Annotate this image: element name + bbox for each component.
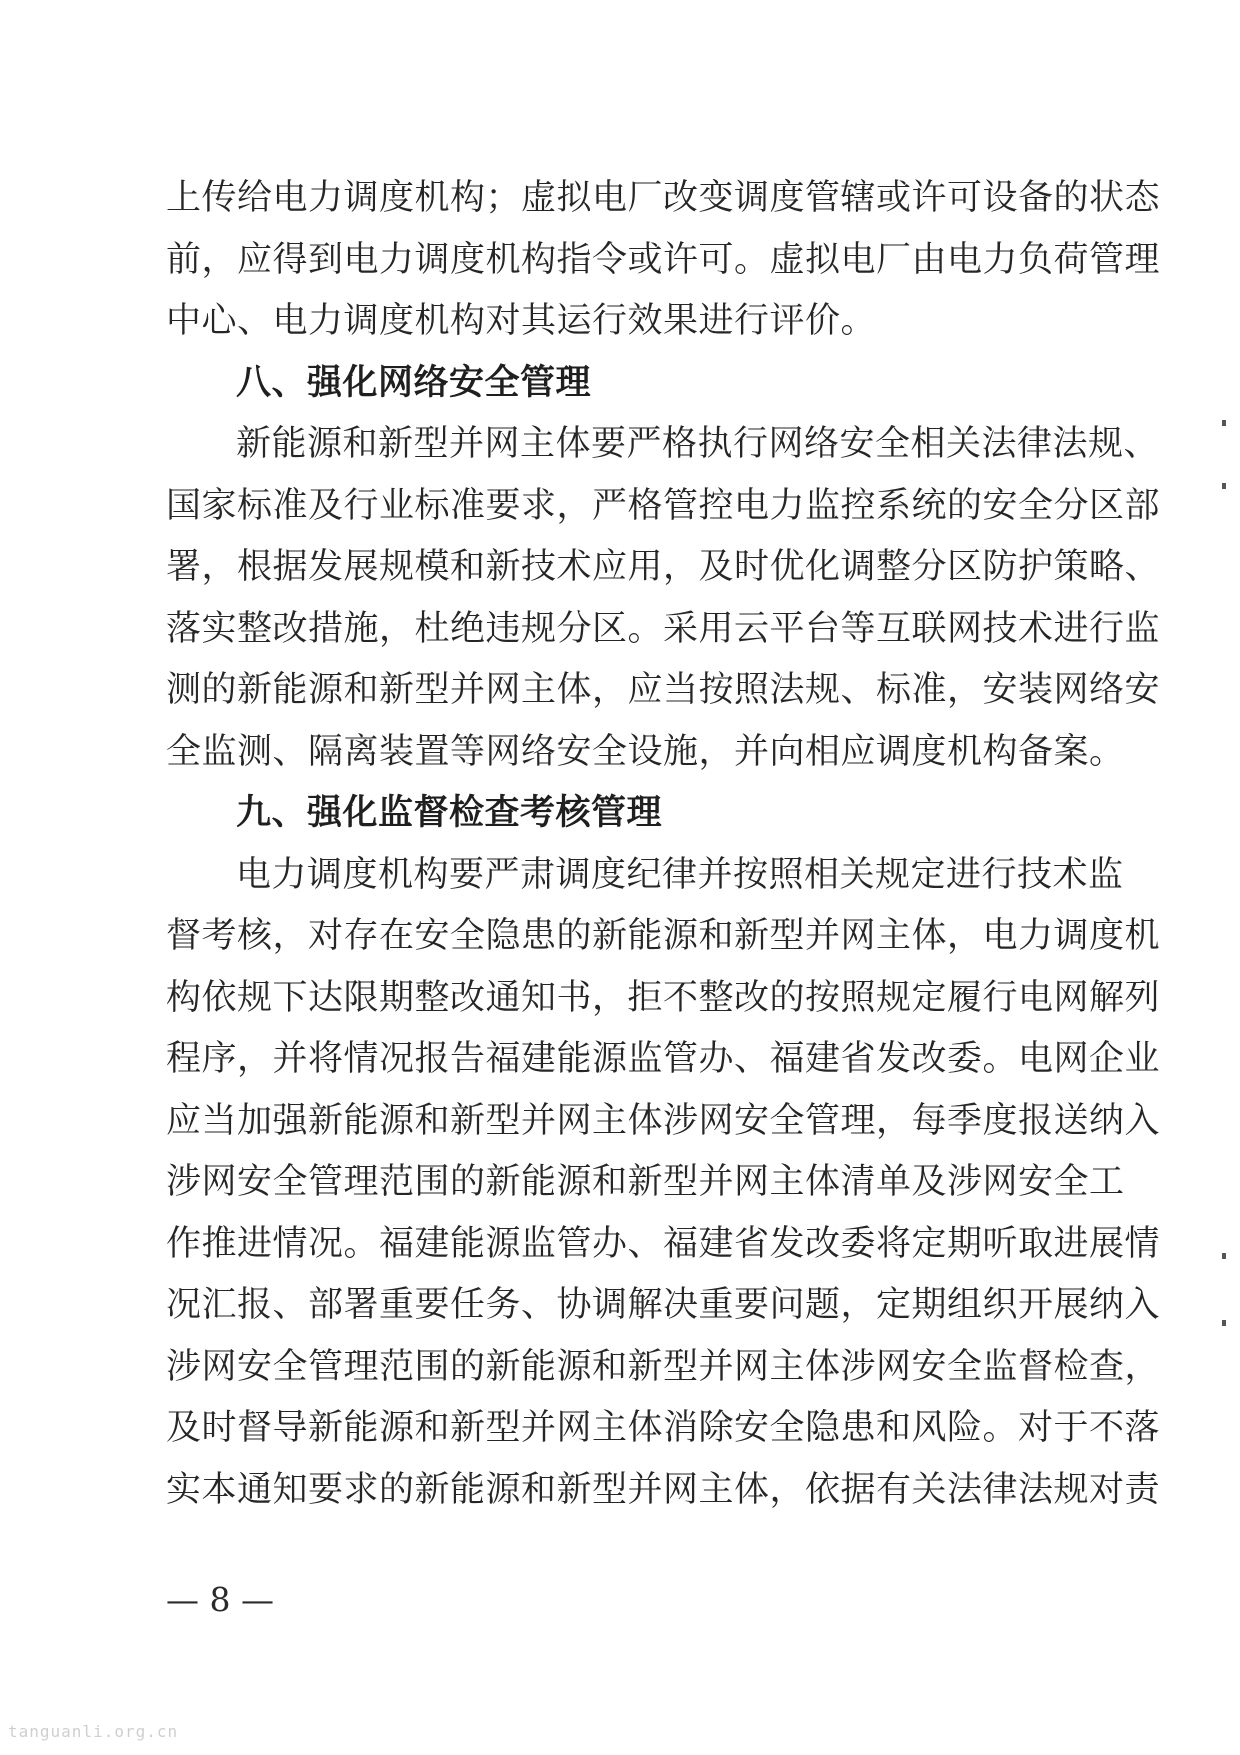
- scan-speck: [1222, 420, 1226, 426]
- paragraph-line: 上传给电力调度机构；虚拟电厂改变调度管辖或许可设备的状态: [166, 178, 1161, 218]
- paragraph-line: 署，根据发展规模和新技术应用，及时优化调整分区防护策略、: [166, 547, 1161, 587]
- paragraph-line: 测的新能源和新型并网主体，应当按照法规、标准，安装网络安: [166, 670, 1161, 710]
- paragraph-line: 中心、电力调度机构对其运行效果进行评价。: [166, 301, 877, 341]
- paragraph-line: 国家标准及行业标准要求，严格管控电力监控系统的安全分区部: [166, 485, 1161, 526]
- page-number: — 8 —: [166, 1580, 274, 1619]
- document-body: [166, 168, 1161, 1521]
- paragraph-line: 电力调度机构要严肃调度纪律并按照相关规定进行技术监: [236, 854, 1124, 895]
- paragraph-line: 全监测、隔离装置等网络安全设施，并向相应调度机构备案。: [166, 731, 1125, 772]
- paragraph-line: 落实整改措施，杜绝违规分区。采用云平台等互联网技术进行监: [166, 608, 1161, 649]
- paragraph-line: 新能源和新型并网主体要严格执行网络安全相关法律法规、: [236, 424, 1160, 464]
- paragraph-line: 作推进情况。福建能源监管办、福建省发改委将定期听取进展情: [166, 1223, 1161, 1264]
- paragraph-line: 应当加强新能源和新型并网主体涉网安全管理，每季度报送纳入: [166, 1100, 1161, 1141]
- paragraph-line: 督考核，对存在安全隐患的新能源和新型并网主体，电力调度机: [166, 916, 1161, 956]
- section-heading-9: 九、强化监督检查考核管理: [236, 793, 663, 833]
- paragraph-line: 况汇报、部署重要任务、协调解决重要问题，定期组织开展纳入: [166, 1285, 1161, 1325]
- section-heading-8: 八、强化网络安全管理: [236, 362, 592, 403]
- paragraph-line: 及时督导新能源和新型并网主体消除安全隐患和风险。对于不落: [166, 1408, 1161, 1448]
- scan-speck: [1222, 1320, 1226, 1326]
- paragraph-line: 涉网安全管理范围的新能源和新型并网主体清单及涉网安全工: [166, 1162, 1125, 1202]
- paragraph-line: 构依规下达限期整改通知书，拒不整改的按照规定履行电网解列: [166, 977, 1161, 1018]
- paragraph-line: 前，应得到电力调度机构指令或许可。虚拟电厂由电力负荷管理: [166, 239, 1161, 280]
- scan-speck: [1222, 483, 1226, 489]
- paragraph-line: 程序，并将情况报告福建能源监管办、福建省发改委。电网企业: [166, 1039, 1161, 1079]
- site-watermark: tanguanli.org.cn: [8, 1722, 179, 1741]
- paragraph-line: 涉网安全管理范围的新能源和新型并网主体涉网安全监督检查，: [166, 1346, 1161, 1387]
- scan-speck: [1222, 1253, 1226, 1259]
- paragraph-line: 实本通知要求的新能源和新型并网主体，依据有关法律法规对责: [166, 1469, 1161, 1510]
